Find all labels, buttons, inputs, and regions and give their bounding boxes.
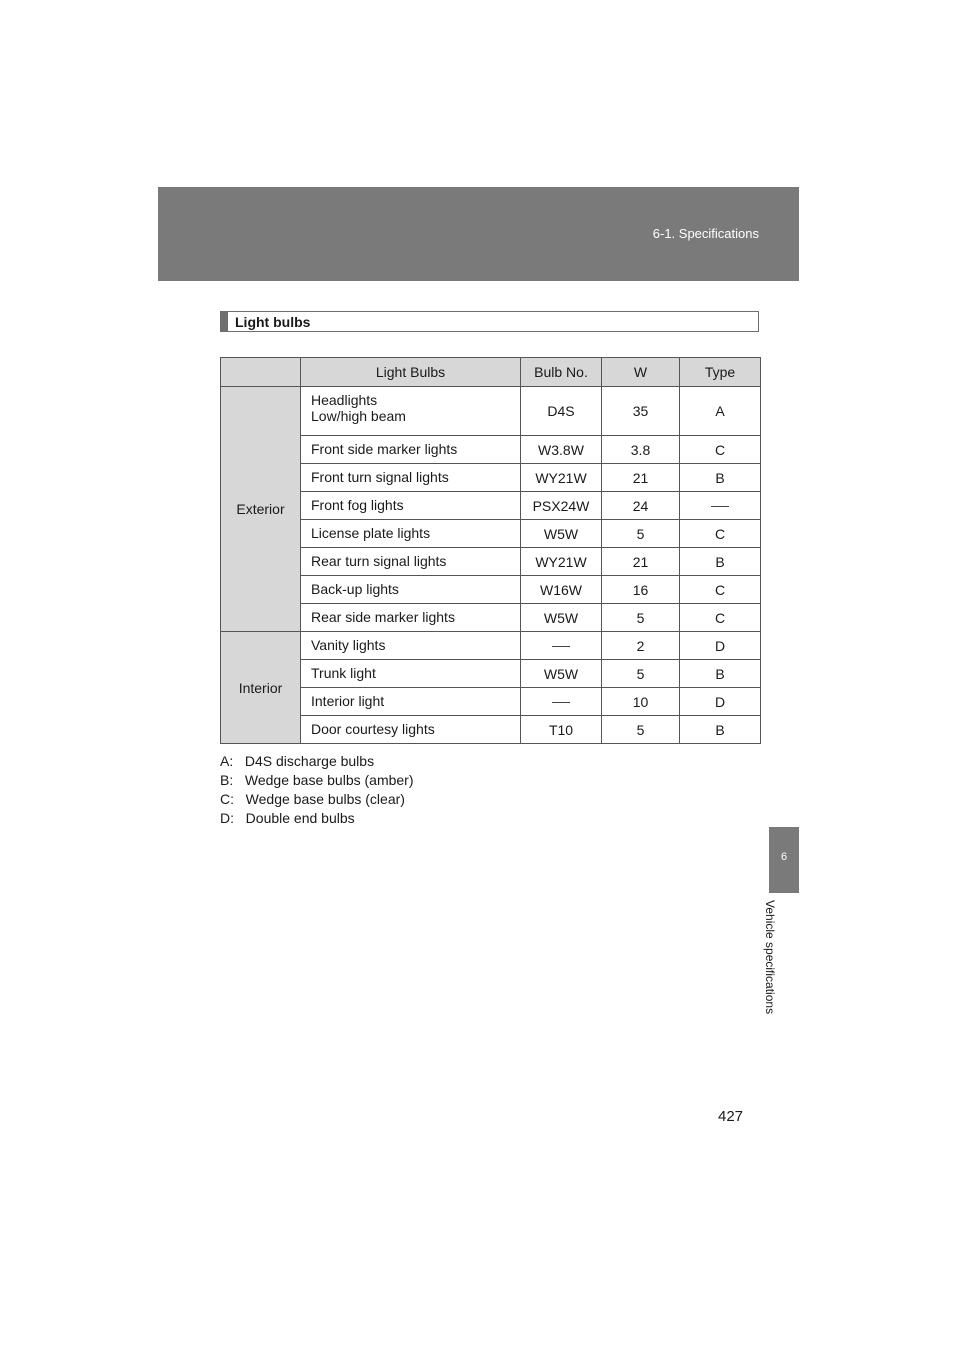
bulb-name-cell: Headlights Low/high beam [301, 387, 521, 436]
not-applicable-dash [711, 506, 729, 507]
table-body [221, 387, 761, 744]
bulb-number-cell: W3.8W [521, 436, 602, 464]
not-applicable-dash [552, 702, 570, 703]
table-row [221, 492, 761, 520]
type-cell: B [680, 716, 761, 744]
type-cell: D [680, 632, 761, 660]
bulb-number-cell: WY21W [521, 548, 602, 576]
table-row [221, 604, 761, 632]
bulb-name-cell: Front turn signal lights [301, 464, 521, 492]
type-cell: B [680, 548, 761, 576]
chapter-number: 6 [780, 851, 788, 863]
table-row [221, 548, 761, 576]
wattage-cell: 21 [602, 548, 680, 576]
type-legend [220, 752, 414, 828]
section-heading [220, 311, 759, 332]
page-header-band [158, 187, 799, 281]
wattage-cell: 16 [602, 576, 680, 604]
legend-item: D: Double end bulbs [220, 810, 355, 826]
bulb-name-cell: License plate lights [301, 520, 521, 548]
section-breadcrumb: 6-1. Specifications [652, 226, 759, 241]
wattage-cell: 10 [602, 688, 680, 716]
type-cell: C [680, 436, 761, 464]
wattage-cell: 5 [602, 520, 680, 548]
bulb-number-cell [521, 632, 602, 660]
legend-item: C: Wedge base bulbs (clear) [220, 791, 405, 807]
light-bulb-table [220, 357, 761, 744]
bulb-name-cell: Trunk light [301, 660, 521, 688]
table-row [221, 688, 761, 716]
wattage-cell: 21 [602, 464, 680, 492]
group-cell: Exterior [221, 387, 301, 632]
type-cell: C [680, 604, 761, 632]
not-applicable-dash [552, 646, 570, 647]
table-row [221, 520, 761, 548]
header-bulb-no: Bulb No. [521, 358, 602, 387]
table-row [221, 387, 761, 436]
table-row [221, 464, 761, 492]
legend-item: A: D4S discharge bulbs [220, 753, 375, 769]
bulb-number-cell: W16W [521, 576, 602, 604]
table-row [221, 660, 761, 688]
group-cell: Interior [221, 632, 301, 744]
heading-accent-bar [221, 312, 228, 331]
header-light-bulbs: Light Bulbs [301, 358, 521, 387]
bulb-number-cell: W5W [521, 520, 602, 548]
section-heading-text: Light bulbs [235, 314, 311, 330]
wattage-cell: 35 [602, 387, 680, 436]
bulb-name-cell: Vanity lights [301, 632, 521, 660]
chapter-side-label [763, 900, 802, 1050]
type-cell: D [680, 688, 761, 716]
legend-item: B: Wedge base bulbs (amber) [220, 772, 414, 788]
bulb-name-cell: Back-up lights [301, 576, 521, 604]
type-cell: B [680, 660, 761, 688]
table-row [221, 436, 761, 464]
chapter-tab [769, 827, 799, 893]
type-cell: C [680, 576, 761, 604]
wattage-cell: 5 [602, 660, 680, 688]
wattage-cell: 2 [602, 632, 680, 660]
bulb-name-cell: Front side marker lights [301, 436, 521, 464]
header-type: Type [680, 358, 761, 387]
header-group [221, 358, 301, 387]
table-row [221, 576, 761, 604]
bulb-name-cell: Rear side marker lights [301, 604, 521, 632]
bulb-name-cell: Front fog lights [301, 492, 521, 520]
type-cell: A [680, 387, 761, 436]
bulb-number-cell: D4S [521, 387, 602, 436]
page-number: 427 [718, 1108, 744, 1125]
bulb-name-cell: Door courtesy lights [301, 716, 521, 744]
bulb-number-cell: PSX24W [521, 492, 602, 520]
wattage-cell: 24 [602, 492, 680, 520]
chapter-title: Vehicle specifications [763, 900, 777, 1015]
bulb-name-cell: Rear turn signal lights [301, 548, 521, 576]
table-row [221, 632, 761, 660]
bulb-name-cell: Interior light [301, 688, 521, 716]
table-header-row [221, 358, 761, 387]
bulb-number-cell: W5W [521, 604, 602, 632]
table-row [221, 716, 761, 744]
type-cell: B [680, 464, 761, 492]
type-cell [680, 492, 761, 520]
wattage-cell: 3.8 [602, 436, 680, 464]
bulb-number-cell: WY21W [521, 464, 602, 492]
type-cell: C [680, 520, 761, 548]
wattage-cell: 5 [602, 716, 680, 744]
bulb-number-cell [521, 688, 602, 716]
bulb-number-cell: T10 [521, 716, 602, 744]
bulb-number-cell: W5W [521, 660, 602, 688]
header-watts: W [602, 358, 680, 387]
wattage-cell: 5 [602, 604, 680, 632]
